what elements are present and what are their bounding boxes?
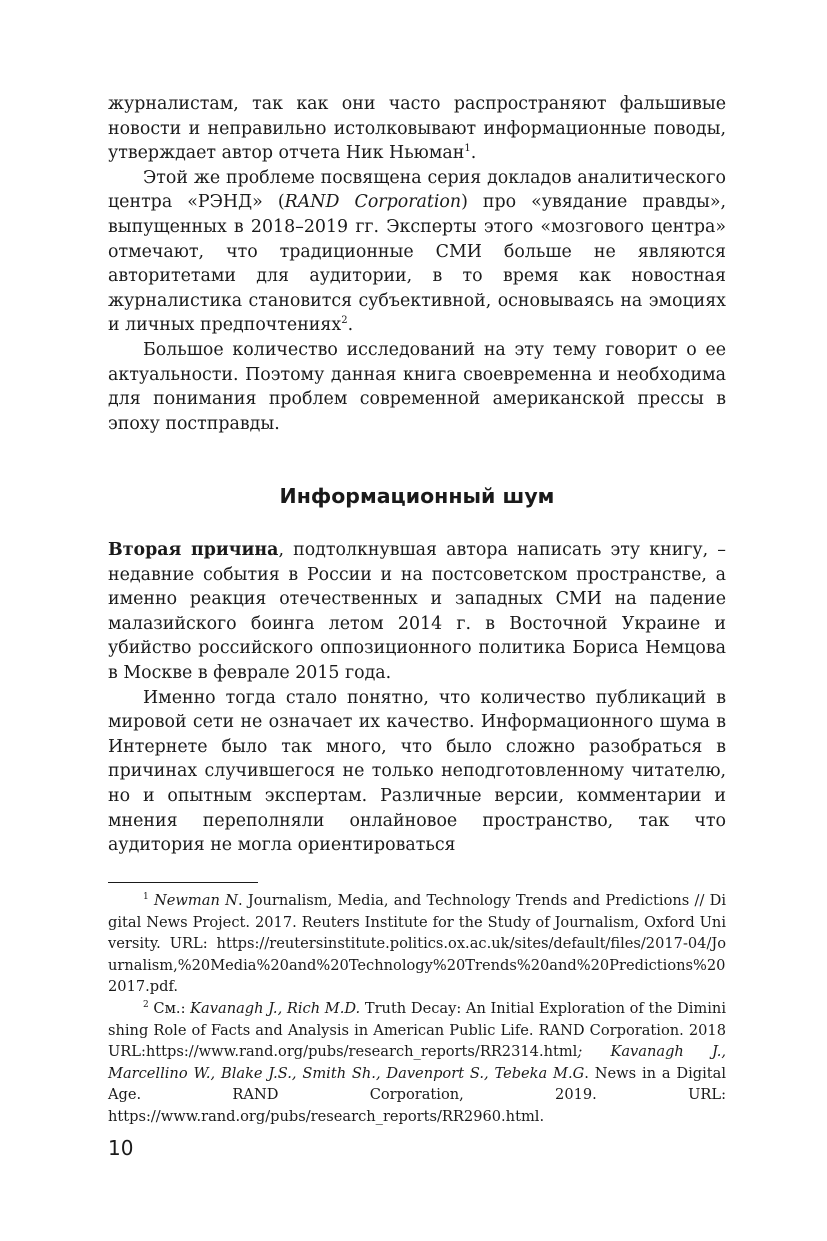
footnote-ref-1[interactable]: 1 xyxy=(464,143,471,155)
rand-corporation-italic: RAND Corporation xyxy=(284,192,462,213)
footnote-1: $^1$ Newman N. Journalism, Media, and Technology Trends and Predictions // Digital News Project. 2017. Reuters Institute for the Study of Journalism, Oxford University. URL: https://reutersinstitute.politics.ox.ac.uk/sites/default/files/2017-04/Journalism,%20Media%20and%20Technology%20Trends%20and%20Predictions%202017.pdf. xyxy=(108,892,727,996)
paragraph-second-reason: Вторая причина, подтолкнувшая автора написать эту книгу, – недавние события в России и на постсоветском пространстве, а именно реакция отечественных и западных СМИ на падение малазийского боинга летом 2014 г. в Восточной Украине и убийство российского оппозиционного политика Бориса Немцова в Москве в феврале 2015 года. xyxy=(108,540,726,683)
paragraph-rand: Этой же проблеме посвящена серия докладов аналитического центра «РЭНД» (RAND Corporation) про «увядание правды», выпущенных в 2018–2019 гг. Эксперты этого «мозгового центра» отмечают, что традиционные СМИ больше не являются авторитетами для аудитории, в то время как новостная журналистика становится субъективной, основываясь на эмоциях и личных предпочтениях$^2$. xyxy=(108,167,726,336)
footnotes xyxy=(108,890,726,1128)
paragraph-relevance: Большое количество исследований на эту тему говорит о ее актуальности. Поэтому данная книга своевременна и необходима для понимания проблем современной американской прессы в эпоху постправды. xyxy=(108,339,726,434)
section-heading: Информационный шум xyxy=(279,484,555,508)
body-block-1 xyxy=(108,92,726,436)
footnote-2: $^2$ См.: Kavanagh J., Rich M.D. Truth Decay: An Initial Exploration of the Diminishing Role of Facts and Analysis in American Public Life. RAND Corporation. 2018 URL:https://www.rand.org/pubs/research_reports/RR2314.html; Kavanagh J., Marcellino W., Blake J.S., Smith Sh., Davenport S., Tebeka M.G. News in a Digital Age. RAND Corporation, 2019. URL: https://www.rand.org/pubs/research_reports/RR2960.html. xyxy=(108,999,727,1125)
page-number: 10 xyxy=(108,1136,134,1160)
footnote-ref-2[interactable]: 2 xyxy=(341,315,348,327)
paragraph-information-noise: Именно тогда стало понятно, что количество публикаций в мировой сети не означает их качество. Информационного шума в Интернете было так много, что было сложно разобраться в причинах случившегося не только неподготовленному читателю, но и опытным экспертам. Различные версии, комментарии и мнения переполняли онлайновое пространство, так что аудитория не могла ориентироваться xyxy=(108,687,726,856)
body-block-2 xyxy=(108,538,726,858)
footnote-divider xyxy=(108,882,258,883)
paragraph-continuation: журналистам, так как они часто распространяют фальшивые новости и неправильно истолковывают информационные поводы, утверждает автор отчета Ник Ньюман$^1$. xyxy=(108,94,726,164)
lead-bold-phrase: Вторая причина xyxy=(108,540,279,560)
book-page xyxy=(108,92,727,1125)
